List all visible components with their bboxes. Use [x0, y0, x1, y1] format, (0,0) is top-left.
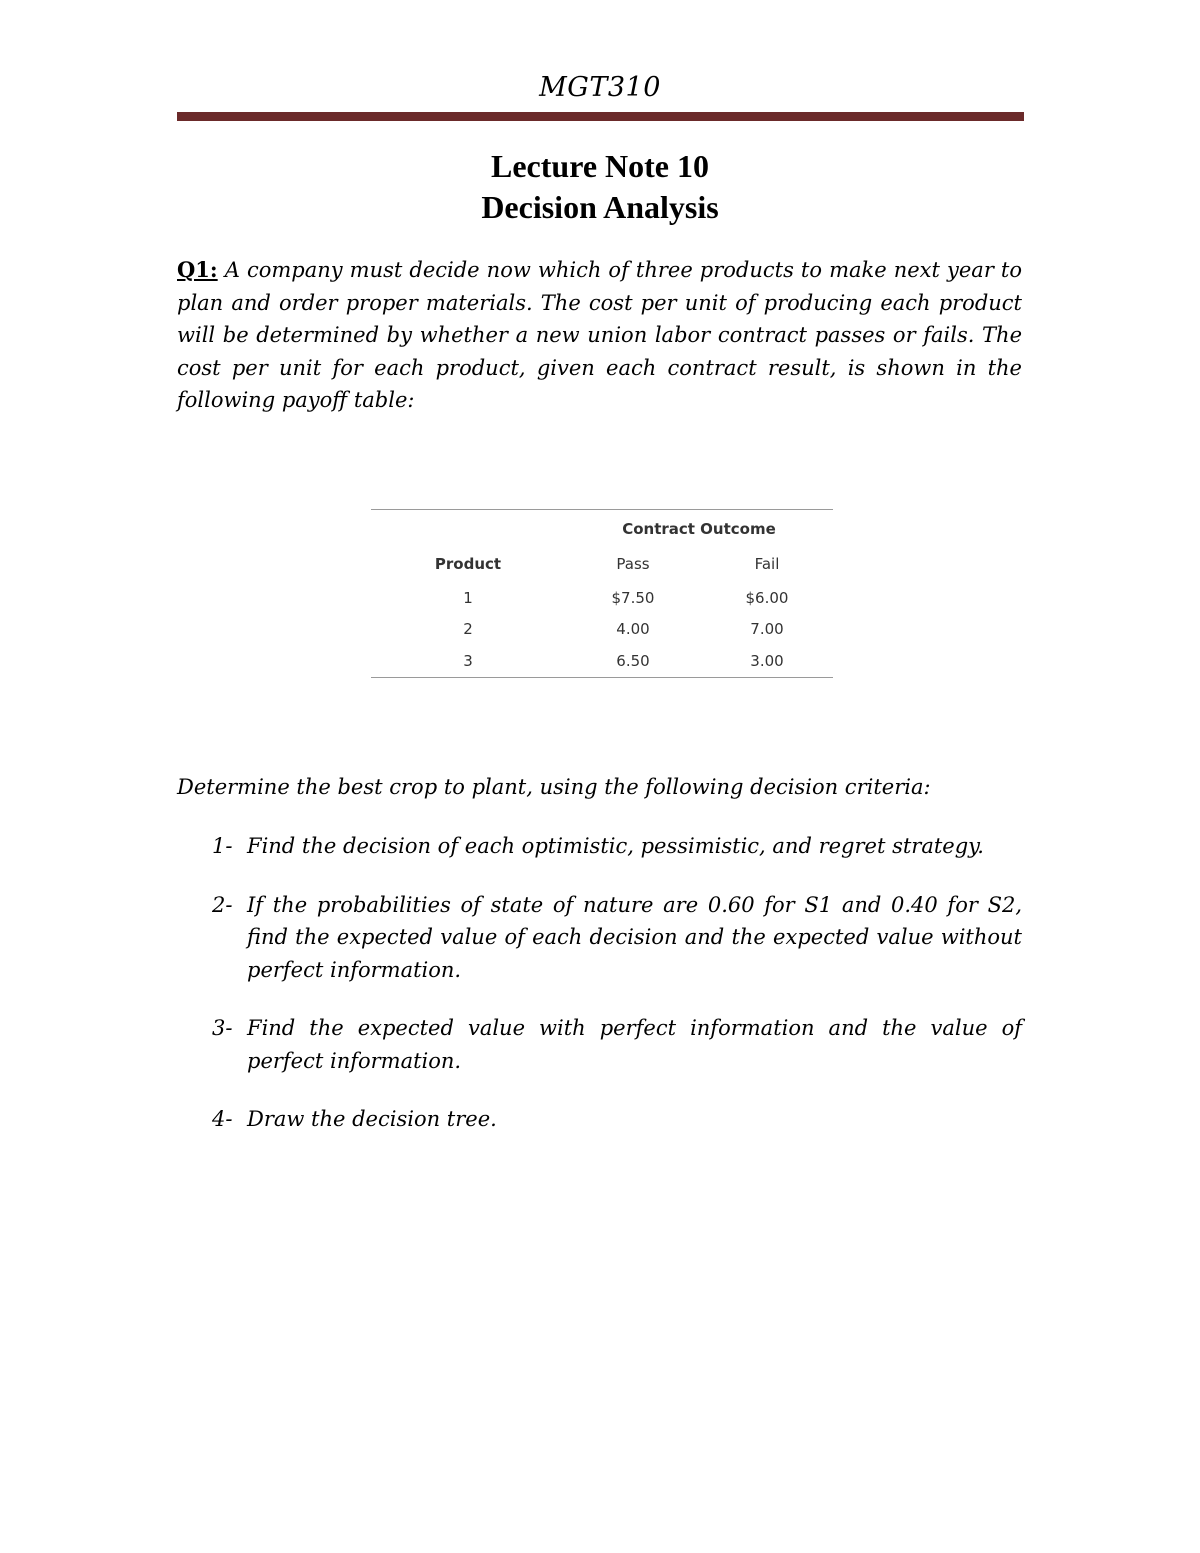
- list-item-text: Find the decision of each optimistic, pessimistic, and regret strategy.: [247, 834, 984, 858]
- column-header-product: Product: [434, 555, 502, 573]
- list-item-number: 1-: [212, 834, 233, 858]
- list-item-number: 2-: [212, 892, 233, 917]
- table-cell-fail: 3.00: [750, 651, 784, 670]
- table-cell-product: 3: [463, 651, 473, 670]
- table-cell-fail: $6.00: [745, 588, 789, 607]
- table-group-spacer: [371, 510, 565, 547]
- payoff-table: [371, 509, 833, 678]
- criteria-list: [177, 830, 1022, 1162]
- list-item: [177, 889, 1022, 987]
- table-cell-product: 1: [463, 588, 473, 607]
- table-cell-fail: 7.00: [750, 620, 784, 639]
- list-item-text: Find the expected value with perfect information and the value of perfect information.: [247, 1016, 1022, 1073]
- table-cell-product: 2: [463, 620, 473, 639]
- title-line-2: Decision Analysis: [481, 189, 719, 225]
- list-item-text: If the probabilities of state of nature are 0.60 for S1 and 0.40 for S2, find the expected value of each decision and the expected value without perfect information.: [247, 892, 1022, 982]
- table-row: [371, 645, 833, 677]
- title-line-1: Lecture Note 10: [491, 148, 709, 184]
- list-item: [177, 1012, 1022, 1077]
- table-cell-pass: $7.50: [611, 588, 655, 607]
- list-item-number: 3-: [212, 1016, 233, 1040]
- list-item: [177, 830, 1022, 863]
- table-cell-pass: 4.00: [616, 620, 650, 639]
- table-row: [371, 582, 833, 614]
- instruction-text: Determine the best crop to plant, using the following decision criteria:: [177, 775, 931, 799]
- column-header-pass: Pass: [616, 555, 650, 573]
- table-cell-pass: 6.50: [616, 651, 650, 670]
- question-text: A company must decide now which of three products to make next year to plan and order proper materials. The cost per unit of producing each product will be determined by whether a new union labor contract passes or fails. The cost per unit for each product, given each contract result, is shown in the following payoff table:: [177, 258, 1022, 412]
- list-item-number: 4-: [212, 1107, 233, 1131]
- course-code-header: MGT310: [539, 72, 661, 103]
- table-group-header-row: [371, 510, 833, 547]
- list-item-text: Draw the decision tree.: [247, 1107, 497, 1131]
- table-group-header: Contract Outcome: [622, 520, 776, 538]
- document-title: [0, 146, 1200, 228]
- list-item: [177, 1103, 1022, 1136]
- question-paragraph: [177, 254, 1022, 417]
- header-divider: [177, 112, 1024, 121]
- table-column-header-row: [371, 546, 833, 582]
- question-label: Q1:: [177, 257, 218, 282]
- table-row: [371, 614, 833, 646]
- column-header-fail: Fail: [754, 555, 780, 573]
